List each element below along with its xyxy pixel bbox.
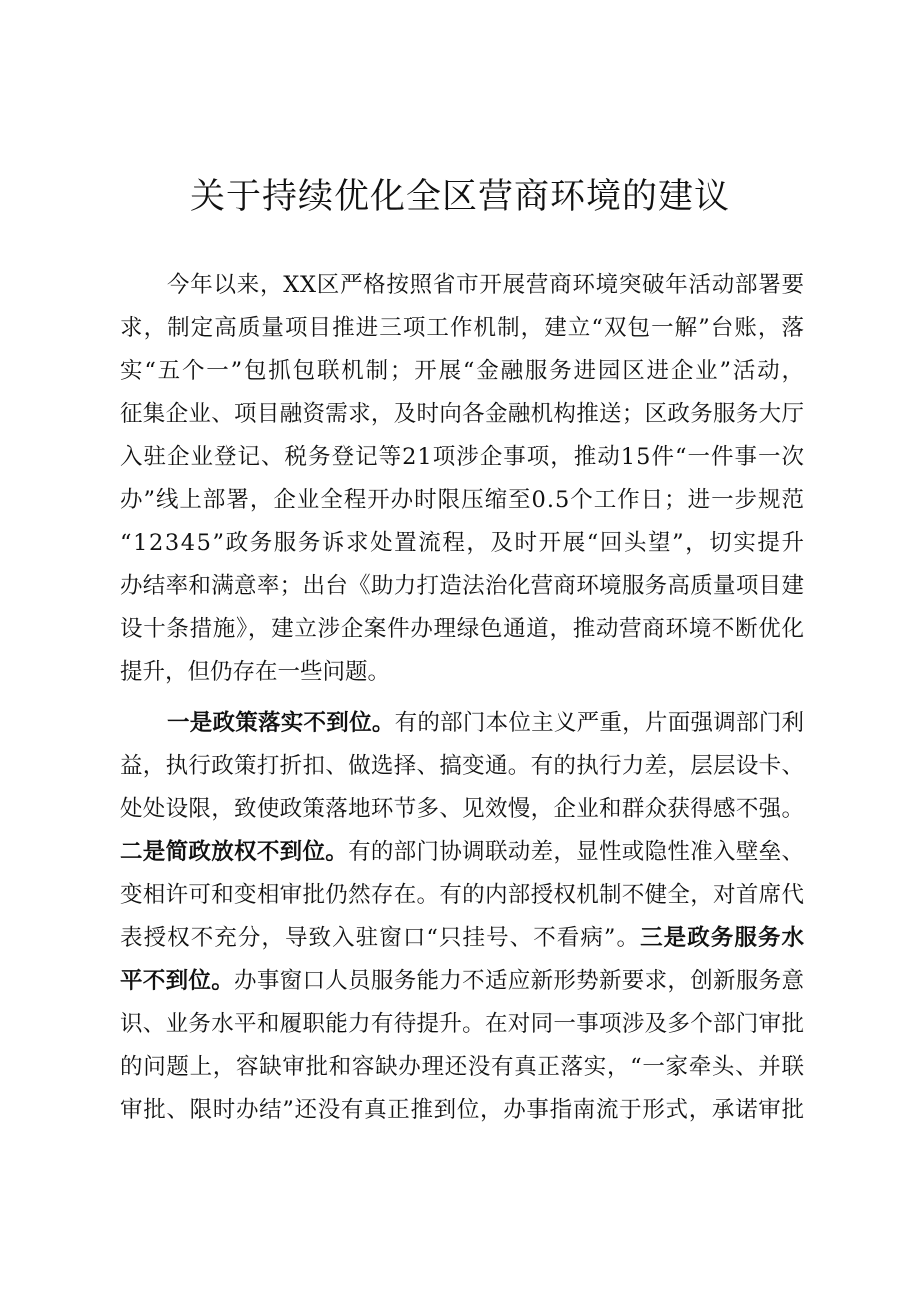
text-line [120, 917, 804, 960]
text-line [120, 608, 804, 651]
text-line [120, 436, 804, 479]
text-line-content: 审批、限时办结”还没有真正推到位，办事指南流于形式，承诺审批 [120, 1097, 805, 1123]
text-line [120, 479, 804, 522]
text-line [120, 874, 804, 917]
document-title: 关于持续优化全区营商环境的建议 [189, 177, 730, 217]
text-line-content: 变相许可和变相审批仍然存在。有的内部授权机制不健全，对首席代 [120, 882, 805, 908]
text-line-content [120, 917, 805, 960]
text-line [120, 831, 804, 874]
text-line [120, 1003, 804, 1046]
point-heading-three-cont: 平不到位。 [120, 968, 235, 994]
text-line [120, 264, 804, 307]
text-line-content: 办”线上部署，企业全程开办时限压缩至0.5个工作日；进一步规范 [120, 487, 805, 513]
text-line-content: 的问题上，容缺审批和容缺办理还没有真正落实，“一家牵头、并联 [120, 1054, 805, 1080]
text-line-content: 今年以来，XX区严格按照省市开展营商环境突破年活动部署要 [167, 272, 805, 298]
text-line [120, 1046, 804, 1089]
text-line [120, 788, 804, 831]
text-line [120, 960, 804, 1003]
text-segment: 有的部门协调联动差，显性或隐性准入壁垒、 [348, 839, 805, 865]
point-heading-one: 一是政策落实不到位。 [167, 710, 395, 736]
text-line-content: 处处设限，致使政策落地环节多、见效慢，企业和群众获得感不强。 [120, 796, 805, 822]
text-line [120, 651, 804, 694]
paragraph-intro [120, 264, 804, 694]
text-line-content: 征集企业、项目融资需求，及时向各金融机构推送；区政务服务大厅 [120, 401, 805, 427]
point-heading-two: 二是简政放权不到位。 [120, 839, 349, 865]
text-line [120, 565, 804, 608]
text-line-content: 实“五个一”包抓包联机制；开展“金融服务进园区进企业”活动， [120, 358, 806, 384]
text-line-content: “12345”政务服务诉求处置流程，及时开展“回头望”，切实提升 [120, 530, 806, 556]
text-line-content: 益，执行政策打折扣、做选择、搞变通。有的执行力差，层层设卡、 [120, 753, 805, 779]
text-line-content: 提升，但仍存在一些问题。 [120, 659, 391, 685]
text-line-content: 识、业务水平和履职能力有待提升。在对同一事项涉及多个部门审批 [120, 1011, 805, 1037]
text-line-content [167, 702, 804, 745]
point-heading-three: 三是政务服务水 [640, 925, 806, 951]
text-line-content: 求，制定高质量项目推进三项工作机制，建立“双包一解”台账，落 [120, 315, 806, 341]
text-line-content [120, 831, 804, 874]
paragraph-problems [120, 702, 804, 1132]
text-line [120, 307, 804, 350]
document-body [120, 264, 804, 1132]
text-line [120, 522, 804, 565]
text-line [120, 393, 804, 436]
text-segment: 办事窗口人员服务能力不适应新形势新要求，创新服务意 [234, 968, 805, 994]
text-line-content: 办结率和满意率；出台《助力打造法治化营商环境服务高质量项目建 [120, 573, 805, 599]
text-segment: 表授权不充分，导致入驻窗口“只挂号、不看病”。 [120, 925, 641, 951]
text-line-content: 入驻企业登记、税务登记等21项涉企事项，推动15件“一件事一次 [120, 444, 806, 470]
text-line [120, 1089, 804, 1132]
text-line-content [120, 960, 804, 1003]
text-line [120, 350, 804, 393]
text-line [120, 702, 804, 745]
text-segment: 有的部门本位主义严重，片面强调部门利 [394, 710, 805, 736]
text-line-content: 设十条措施》，建立涉企案件办理绿色通道，推动营商环境不断优化 [120, 616, 805, 642]
text-line [120, 745, 804, 788]
